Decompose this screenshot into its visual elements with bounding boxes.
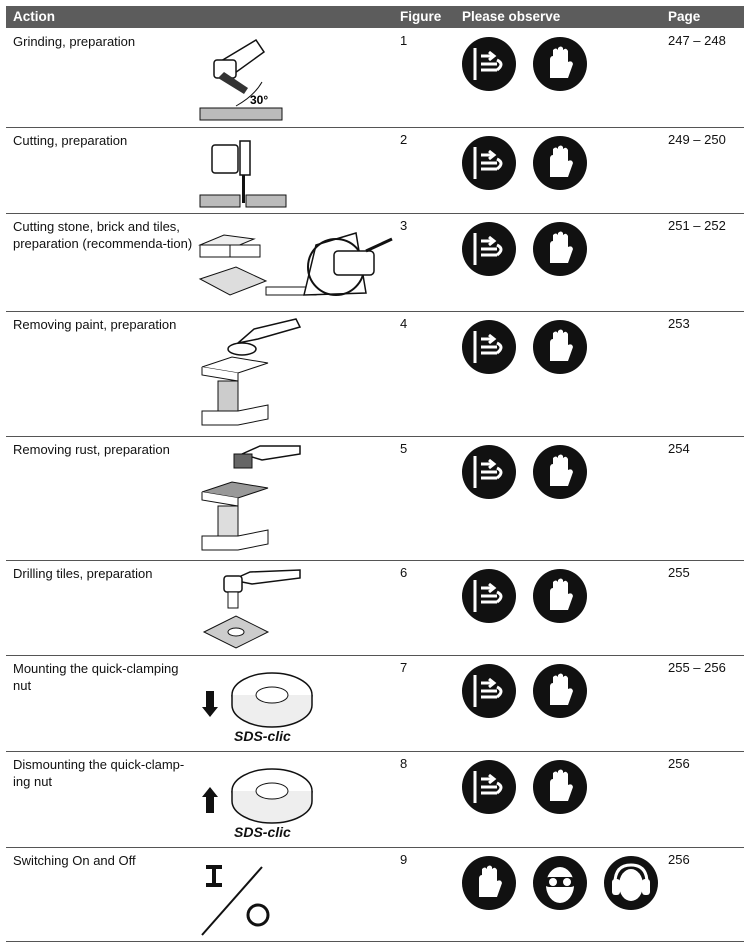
figure-number: 6 — [400, 565, 408, 580]
figure-number: 1 — [400, 33, 408, 48]
unplug-icon — [461, 759, 517, 815]
gloves-icon — [532, 663, 588, 719]
unplug-icon — [461, 135, 517, 191]
gloves-icon — [532, 444, 588, 500]
on-off-symbol-illustration — [196, 853, 286, 939]
table-row — [6, 127, 744, 214]
page-number: 256 — [668, 852, 690, 867]
table-row — [6, 847, 744, 942]
angle-label: 30° — [250, 93, 269, 107]
table-row — [6, 213, 744, 312]
page-number: 247 – 248 — [668, 33, 726, 48]
unplug-icon — [461, 663, 517, 719]
page-number: 254 — [668, 441, 690, 456]
figure-number: 5 — [400, 441, 408, 456]
table-header — [6, 6, 744, 28]
page-number: 251 – 252 — [668, 218, 726, 233]
arrow-up-icon — [202, 787, 218, 813]
unplug-icon — [461, 221, 517, 277]
gloves-icon — [532, 319, 588, 375]
page-number: 255 – 256 — [668, 660, 726, 675]
page-number: 253 — [668, 316, 690, 331]
figure-number: 2 — [400, 132, 408, 147]
action-text: Cutting stone, brick and tiles, preparation (recommenda-tion) — [13, 219, 193, 251]
arrow-down-icon — [202, 691, 218, 717]
page-number: 249 – 250 — [668, 132, 726, 147]
gloves-icon — [532, 36, 588, 92]
on-symbol-icon — [206, 867, 222, 885]
gloves-icon — [461, 855, 517, 911]
page-number: 255 — [668, 565, 690, 580]
gloves-icon — [532, 221, 588, 277]
sds-clic-logo: SDS-clic — [234, 824, 291, 840]
figure-number: 8 — [400, 756, 408, 771]
gloves-icon — [532, 759, 588, 815]
table-row — [6, 28, 744, 128]
mounting-nut-illustration — [196, 659, 326, 729]
unplug-icon — [461, 319, 517, 375]
gloves-icon — [532, 568, 588, 624]
removing-paint-illustration — [196, 315, 306, 433]
figure-number: 3 — [400, 218, 408, 233]
removing-rust-illustration — [196, 440, 316, 558]
action-text: Switching On and Off — [13, 853, 136, 868]
action-text: Removing paint, preparation — [13, 317, 177, 332]
header-page: Page — [668, 9, 701, 24]
gloves-icon — [532, 135, 588, 191]
sds-clic-logo: SDS-clic — [234, 728, 291, 744]
unplug-icon — [461, 444, 517, 500]
unplug-icon — [461, 36, 517, 92]
figure-number: 7 — [400, 660, 408, 675]
action-text: Dismounting the quick-clamp-ing nut — [13, 757, 185, 789]
table-row — [6, 751, 744, 848]
action-text: Cutting, preparation — [13, 133, 128, 148]
header-figure: Figure — [400, 9, 442, 24]
cutting-illustration — [196, 131, 296, 211]
table-row — [6, 560, 744, 656]
page-number: 256 — [668, 756, 690, 771]
header-please-observe: Please observe — [462, 9, 561, 24]
figure-number: 9 — [400, 852, 408, 867]
action-text: Mounting the quick-clamping nut — [13, 661, 179, 693]
figure-number: 4 — [400, 316, 408, 331]
header-action: Action — [13, 9, 55, 24]
grinding-illustration — [196, 34, 296, 124]
cutting-stone-illustration — [196, 217, 396, 309]
table-row — [6, 655, 744, 752]
action-text: Grinding, preparation — [13, 34, 136, 49]
action-text: Drilling tiles, preparation — [13, 566, 153, 581]
action-text: Removing rust, preparation — [13, 442, 170, 457]
drilling-tiles-illustration — [196, 564, 306, 652]
table-row — [6, 311, 744, 437]
table-row — [6, 436, 744, 561]
off-symbol-icon — [248, 905, 268, 925]
ear-protection-icon — [603, 855, 659, 911]
unplug-icon — [461, 568, 517, 624]
goggles-icon — [532, 855, 588, 911]
dismounting-nut-illustration — [196, 755, 326, 825]
